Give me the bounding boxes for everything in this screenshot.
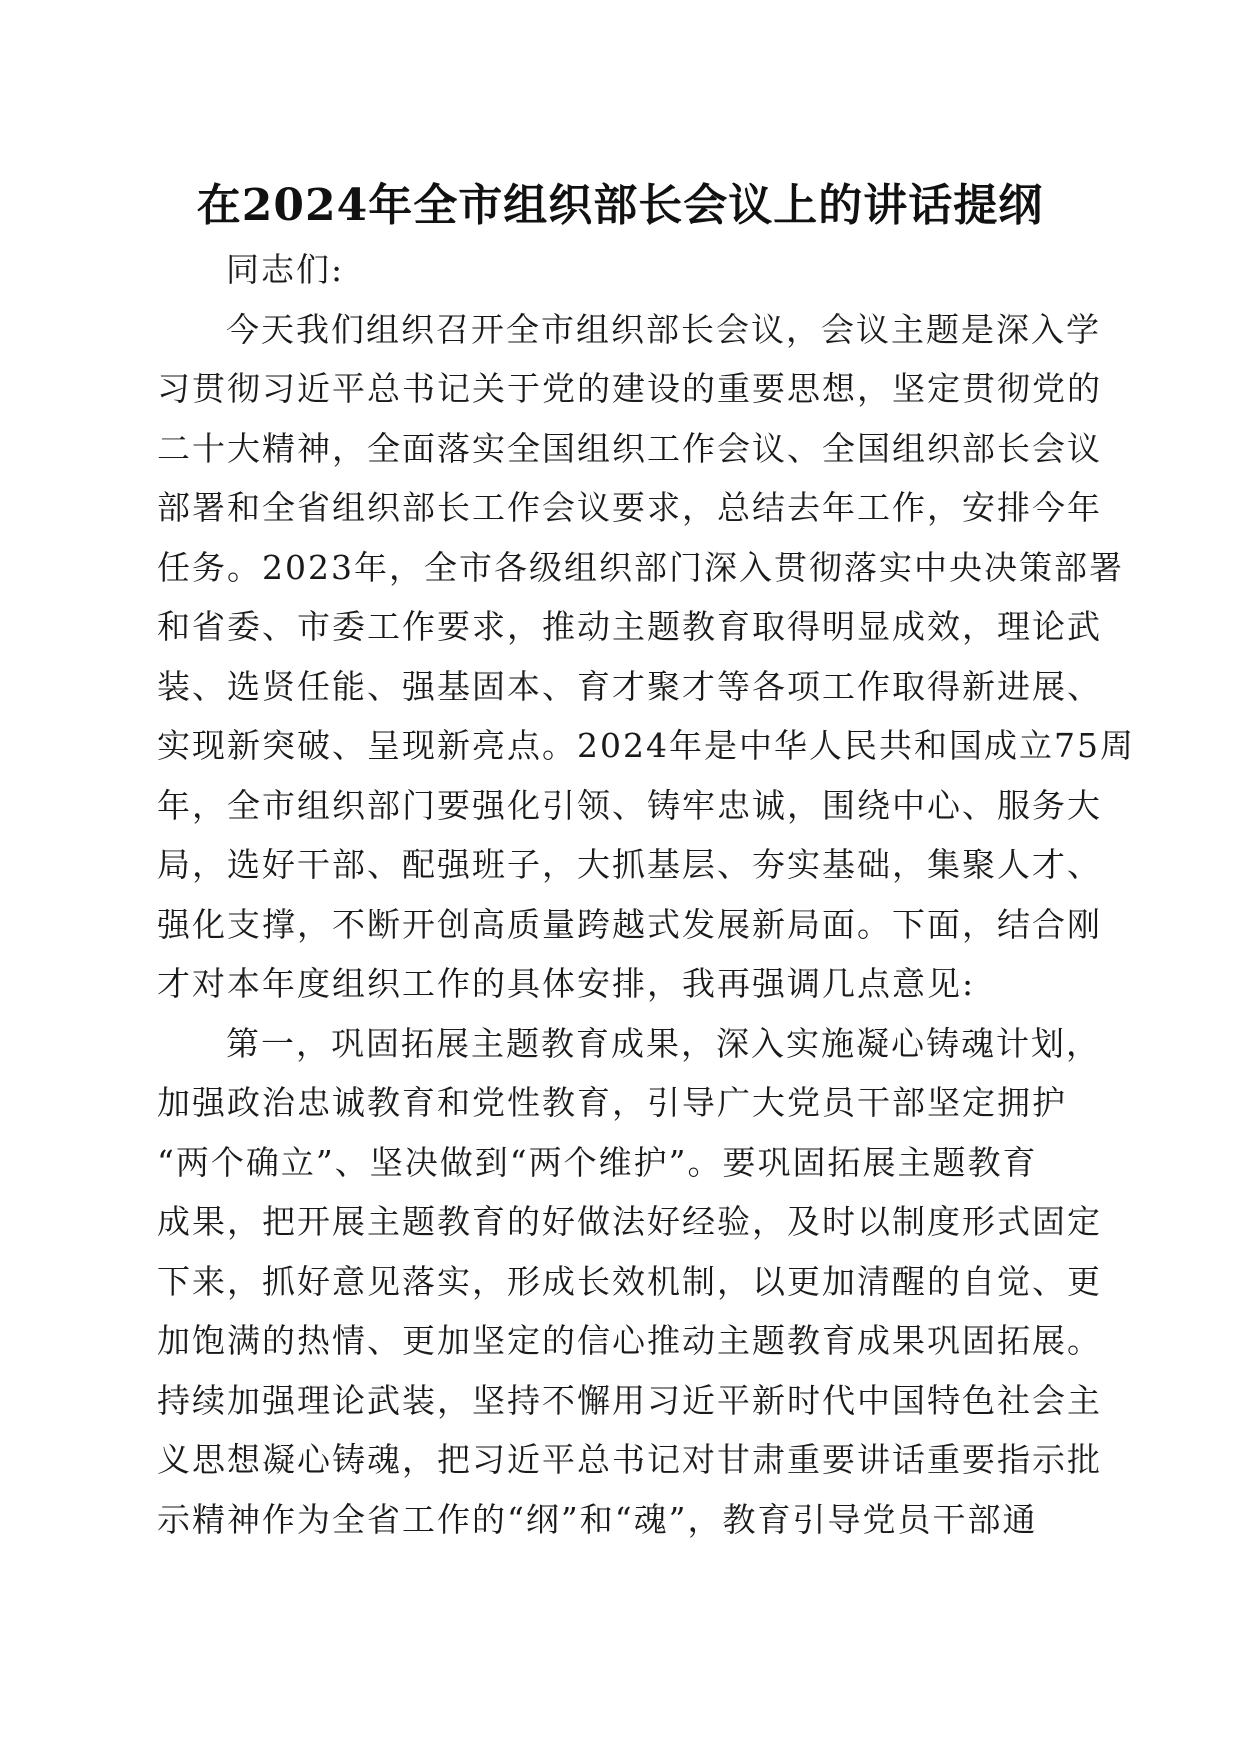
document-title: 在2024年全市组织部长会议上的讲话提纲 <box>196 180 1044 231</box>
text-line: 同志们: <box>226 250 345 289</box>
text-line: 和省委、市委工作要求，推动主题教育取得明显成效，理论武 <box>157 607 1102 646</box>
text-line: 第一，巩固拓展主题教育成果，深入实施凝心铸魂计划， <box>226 1023 1101 1063</box>
document-body <box>157 240 1135 1549</box>
text-line: 二十大精神，全面落实全国组织工作会议、全国组织部长会议 <box>157 428 1102 468</box>
text-line: 今天我们组织召开全市组织部长会议，会议主题是深入学 <box>226 309 1101 349</box>
text-line: 任务。2023年，全市各级组织部门深入贯彻落实中央决策部署 <box>157 547 1124 587</box>
text-line: 装、选贤任能、强基固本、育才聚才等各项工作取得新进展、 <box>157 666 1102 706</box>
text-line: 义思想凝心铸魂，把习近平总书记对甘肃重要讲话重要指示批 <box>157 1440 1102 1479</box>
text-line: 下来，抓好意见落实，形成长效机制，以更加清醒的自觉、更 <box>157 1261 1102 1301</box>
text-line: 加强政治忠诚教育和党性教育，引导广大党员干部坚定拥护 <box>157 1083 1067 1122</box>
text-line: 年，全市组织部门要强化引领、铸牢忠诚，围绕中心、服务大 <box>157 785 1102 825</box>
text-line: 才对本年度组织工作的具体安排，我再强调几点意见: <box>157 964 976 1003</box>
text-line: 强化支撑，不断开创高质量跨越式发展新局面。下面，结合刚 <box>157 904 1102 944</box>
text-line: 习贯彻习近平总书记关于党的建设的重要思想，坚定贯彻党的 <box>157 369 1102 408</box>
text-line: 实现新突破、呈现新亮点。2024年是中华人民共和国成立75周 <box>157 726 1135 765</box>
text-line: 成果，把开展主题教育的好做法好经验，及时以制度形式固定 <box>157 1202 1102 1241</box>
text-line: 局，选好干部、配强班子，大抓基层、夯实基础，集聚人才、 <box>157 845 1102 884</box>
text-line: 持续加强理论武装，坚持不懈用习近平新时代中国特色社会主 <box>157 1380 1102 1420</box>
text-line: 加饱满的热情、更加坚定的信心推动主题教育成果巩固拓展。 <box>157 1321 1102 1360</box>
text-line: “两个确立”、坚决做到“两个维护”。要巩固拓展主题教育 <box>157 1142 1038 1182</box>
text-line: 部署和全省组织部长工作会议要求，总结去年工作，安排今年 <box>157 488 1102 527</box>
text-line: 示精神作为全省工作的“纲”和“魂”，教育引导党员干部通 <box>157 1499 1038 1539</box>
